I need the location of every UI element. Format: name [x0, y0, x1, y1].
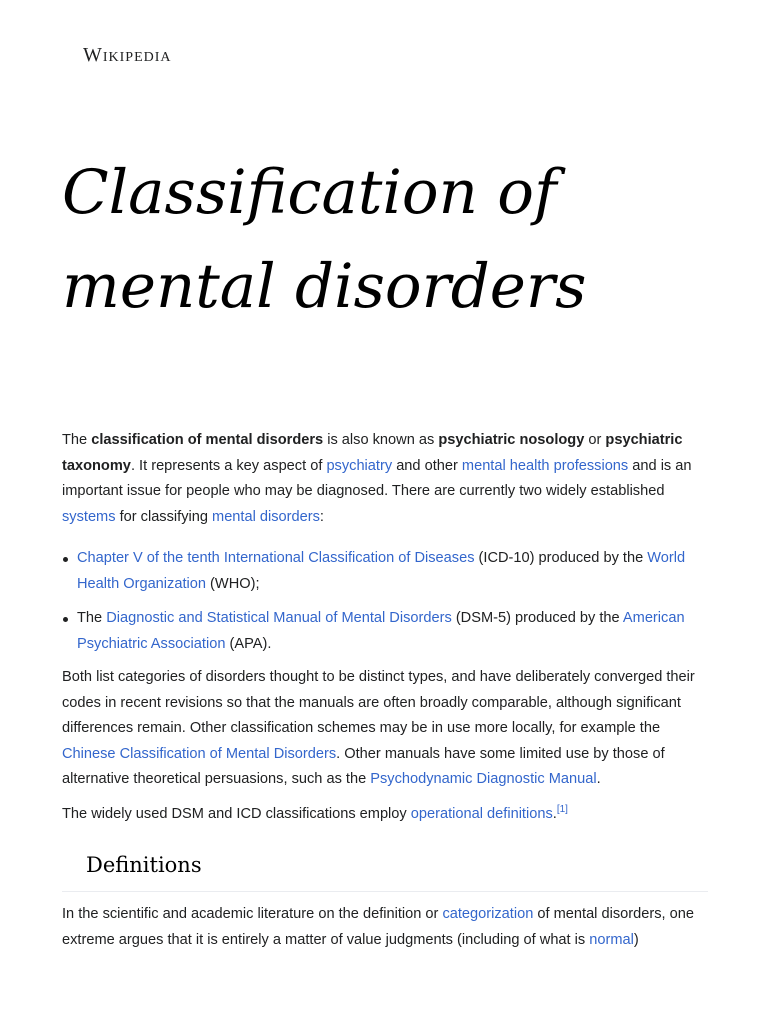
para-text: The widely used DSM and ICD classifications employ [62, 805, 411, 822]
intro-paragraph [62, 428, 708, 530]
article-body [62, 428, 708, 953]
intro-text: for classifying [115, 508, 213, 525]
intro-text: . It represents a key aspect of [130, 457, 327, 474]
link-american-psychiatric-association[interactable]: American Psychiatric Association [77, 610, 685, 652]
link-categorization[interactable]: categorization [442, 906, 534, 922]
list-text: (WHO); [206, 575, 260, 592]
list-text: The [77, 610, 107, 626]
page-title: Classification of mental disorders [62, 157, 587, 322]
list-text: (ICD-10) produced by the [474, 550, 648, 566]
link-systems[interactable]: systems [62, 508, 116, 525]
para-text: Both list categories of disorders thought to be distinct types, and have deliberately converged their codes in recent revisions so that the manuals are often broadly comparable, although significant differences remain. Other classification schemes may be in use more locally, for example the [62, 669, 695, 736]
link-normal[interactable]: normal [589, 931, 634, 948]
intro-text: and is an important issue for people who may be diagnosed. There are currently two widely established [62, 457, 692, 499]
para-text: of mental disorders, one extreme argues that it is entirely a matter of value judgments (including of what is [62, 906, 694, 948]
list-text: (DSM-5) produced by the [451, 610, 623, 626]
list-text: (APA). [225, 635, 272, 652]
para-text: . [596, 771, 601, 787]
bullet-icon [63, 557, 68, 562]
wikipedia-wordmark[interactable]: Wikipedia [83, 44, 172, 66]
link-operational-definitions[interactable]: operational definitions [410, 805, 553, 822]
bold-term: psychiatric nosology [438, 432, 585, 448]
list-item [62, 606, 708, 657]
link-dsm[interactable]: Diagnostic and Statistical Manual of Mental Disorders [106, 610, 452, 626]
intro-text: : [319, 508, 324, 525]
list-item [62, 546, 708, 597]
definitions-paragraph [62, 902, 708, 953]
link-psychiatry[interactable]: psychiatry [326, 457, 393, 474]
intro-text: or [584, 432, 606, 448]
link-chinese-classification[interactable]: Chinese Classification of Mental Disorders [62, 745, 337, 762]
para-text: . Other manuals have some limited use by those of alternative theoretical persuasions, such as the [62, 745, 665, 787]
link-psychodynamic-diagnostic-manual[interactable]: Psychodynamic Diagnostic Manual [370, 771, 597, 787]
bullet-icon [63, 617, 68, 622]
bold-term: psychiatric taxonomy [62, 432, 683, 474]
comparison-paragraph [62, 665, 708, 793]
para-text: ) [633, 931, 639, 948]
link-mental-disorders[interactable]: mental disorders [212, 508, 320, 525]
para-text: In the scientific and academic literature on the definition or [62, 906, 443, 922]
para-text: . [552, 805, 557, 822]
intro-text: The [62, 432, 92, 448]
section-heading-definitions: Definitions [62, 847, 708, 892]
link-world-health-organization[interactable]: World Health Organization [77, 550, 686, 592]
intro-text: is also known as [323, 432, 439, 448]
intro-text: and other [392, 457, 462, 474]
classification-systems-list [62, 546, 708, 657]
link-mental-health-professions[interactable]: mental health professions [461, 457, 629, 474]
reference-1[interactable]: [1] [556, 803, 568, 815]
operational-definitions-paragraph [62, 802, 708, 828]
link-icd-chapter-v[interactable]: Chapter V of the tenth International Classification of Diseases [77, 550, 475, 566]
bold-term: classification of mental disorders [91, 432, 324, 448]
